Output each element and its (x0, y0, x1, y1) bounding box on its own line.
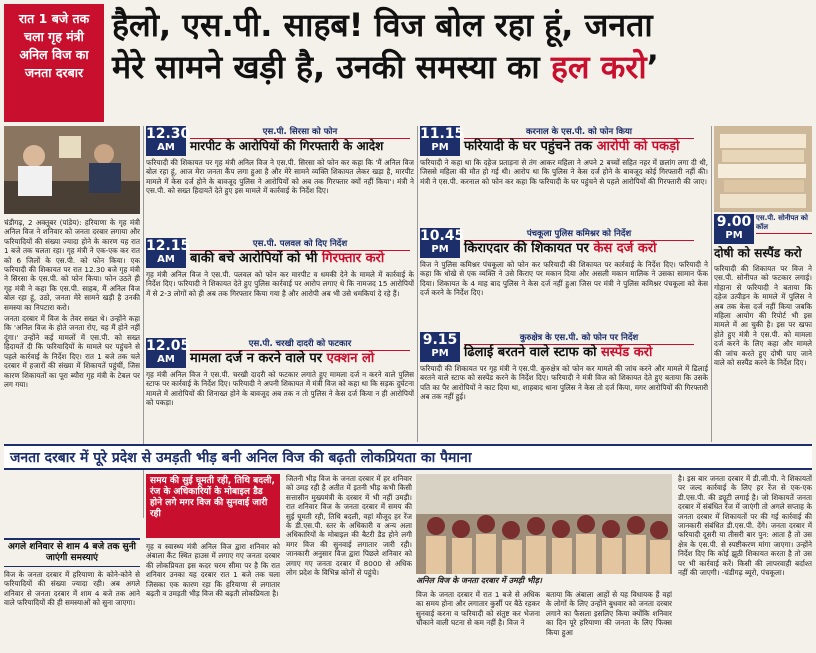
left-paragraph-2: जनता दरबार में विज के तेवर सख्त थे। उन्होंने कहा कि 'अनिल विज के होते जनता रोए, यह मैं होने नहीं दूंगा।' उन्होंने कई मामलों में एस.पी. को सख्त हिदायतें दी कि फरियादियों के मामले घर पहुंचने से पहले कार्रवाई के निर्देश दिए। रात 1 बजे तक चले दरबार में हजारों की संख्या में शिकायतें पहुंचीं, जिस कारण शिकायतों का पूरा ब्यौरा गृह मंत्री के टेबल पर लग गया। (4, 314, 140, 389)
crowd-photo-caption: अनिल विज के जनता दरबार में उमड़ी भीड़। (416, 576, 542, 585)
bottom-col4a-text: विज के जनता दरबार में रात 1 बजे से अधिक का समय होना और लगातार कुर्सी पर बैठे रहकर सुनवाई करना व फरियादी को संतुष्ट कर भेजना चौंकाने वाली घटना से कम नहीं है। विज ने (416, 590, 540, 628)
files-photo-art (714, 126, 812, 212)
crowd-photo-art (416, 474, 672, 574)
story2-headline (190, 251, 414, 266)
bottom-bullet-text: समय की सुई घूमती रही, तिथि बदली, रंज के अधिकारियों के मोबाइल डैड होने लगे मगर विज की सुनवाई जारी रही (150, 476, 275, 519)
story4-text: फरियादी ने कहा था कि दहेज प्रताड़ना से तंग आकर महिला ने अपने 2 बच्चों सहित नहर में छलांग लगा दी थी, जिससे महिला की मौत हो गई थी। आरोप था कि पुलिस ने केस दर्ज होने के बावजूद कोई गिरफ्तारी नहीं की। मंत्री ने एस.पी. करनाल को फोन कर कहा कि फरियादी के घर पहुंचने से पहले आरोपियों की गिरफ्तारी की जाए। (420, 158, 708, 186)
page-headline (112, 4, 812, 88)
headline-line-2 (112, 46, 812, 88)
story3-time-badge (146, 338, 191, 368)
story7-time: 9.00 (716, 214, 752, 230)
bottom-banner (4, 444, 812, 470)
left-box-heading: अगले शनिवार से शाम 4 बजे तक सुनी जाएंगी समस्याएं (4, 540, 140, 567)
side-label-box (4, 4, 104, 122)
story6-headline-main: ढिलाई बरतने वाले स्टाफ को (464, 345, 602, 360)
left-dateline-paragraph: चंडीगढ़, 2 अक्तूबर (पांडेय): हरियाणा के गृह मंत्री अनिल विज ने शनिवार को जनता दरबार लगाया और फरियादियों की संख्या ज्यादा होने के कारण यह रात 1 बजे तक चलता रहा। गृह मंत्री ने एक-एक कर रात को 6 जिलों के एस.पी. को फोन किया। एक फरियादी की शिकायत पर रात 12.30 बजे गृह मंत्री ने सिरसा के एस.पी. को फोन किया। फोन उठते ही गृह मंत्री ने कहा कि एस.पी. साहब, मैं अनिल विज बोल रहा हूं, उठो, जनता मेरे सामने खड़ी है उनकी समस्या का निपटारा करो। (4, 218, 140, 312)
story4-ampm: PM (431, 142, 449, 153)
story2-text: गृह मंत्री अनिल विज ने एस.पी. पलवल को फोन कर मारपीट व धमकी देने के मामले में कार्रवाई के निर्देश दिए। फरियादी ने शिकायत देते हुए पुलिस कार्रवाई पर आरोप लगाए थे कि नामजद 15 आरोपियों में से 2-3 लोगों को ही अब तक गिरफ्तार किया गया है और आरोपी अब भी उसे धमकियां दे रहे हैं। (146, 270, 414, 298)
story4-headline (464, 139, 704, 154)
story4-time: 11.15 (420, 126, 465, 142)
minister-photo-art (4, 126, 140, 214)
story2-time-badge (146, 238, 191, 268)
story5-ampm: PM (431, 244, 449, 255)
bottom-banner-text: जनता दरबार में पूरे प्रदेश से उमड़ती भीड़ बनी अनिल विज की बढ़ती लोकप्रियता का पैमाना (10, 450, 472, 466)
story6-text: फरियादी की शिकायत पर गृह मंत्री ने एस.पी. कुरुक्षेत्र को फोन कर मामले की जांच करने और मामले में ढिलाई बरतने वाले स्टाफ को सस्पेंड करने के निर्देश दिए। फरियादी ने मंत्री विज को शिकायत देते हुए बताया कि उसके पति का पैर आरोपियों ने काट दिया था, शाहबाद थाना पुलिस ने केस तो दर्ज किया, मगर आरोपियों की गिरफ्तारी अब तक नहीं हुई। (420, 364, 708, 402)
bottom-col4b-text: बताया कि अंबाला आहों से यह विधायक हैं वहां के लोगों के लिए उन्होंने बुधवार को जनता दरबार लगाने का फैसला इसलिए किया क्योंकि शनिवार का दिन पूरे हरियाणा की जनता के लिए फिक्स किया हुआ (546, 590, 672, 637)
side-label: रात 1 बजे तक चला गृह मंत्री अनिल विज का जनता दरबार (18, 11, 90, 80)
story6-kicker: कुरुक्षेत्र के एस.पी. को फोन पर निर्देश (464, 332, 694, 345)
headline-line-1: हैलो, एस.पी. साहब! विज बोल रहा हूं, जनता (112, 6, 653, 44)
story1-time-badge (146, 126, 191, 156)
story2-kicker: एस.पी. पलवल को दिए निर्देश (190, 238, 410, 251)
minister-photo (4, 126, 140, 214)
story1-kicker: एस.पी. सिरसा को फोन (190, 126, 410, 139)
bottom-col2-text: जितनी भीड़ विज के जनता दरबार में हर शनिवार को उमड़ रही है अतीत में इतनी भीड़ कभी किसी सत्तासीन मुख्यमंत्री के दरबार में भी नहीं उमड़ी। रात शनिवार विज के जनता दरबार में समय की सुई घूमती रही, तिथि बदली, वहां मौजूद हर रेंज के डी.एस.पी. स्तर के अधिकारी व अन्य अला अधिकारियों के मोबाइल की बैटरी डैड होने लगी मगर विज की सुनवाई लगातार जारी रही। जानकारी अनुसार विज द्वारा पिछले शनिवार को लगाए गए जनता दरबार में 8000 से अधिक लोग प्रदेश के विभिन्न कोनों से पहुंचे। (286, 474, 412, 578)
headline-line-2-main: मेरे सामने खड़ी है, उनकी समस्या का (112, 48, 551, 86)
story5-kicker: पंचकूला पुलिस कमिश्नर को निर्देश (464, 228, 694, 241)
story5-headline (464, 241, 704, 256)
story3-headline (190, 351, 414, 366)
story5-time-badge (420, 228, 465, 258)
story5-headline-main: किराएदार की शिकायत पर (464, 241, 594, 256)
story4-time-badge (420, 126, 465, 156)
story6-time: 9.15 (422, 332, 458, 348)
story2-headline-red: गिरफ्तार करो (321, 251, 385, 266)
bottom-bullet-box (146, 474, 280, 538)
story2-headline-main: बाकी बचे आरोपियों को भी (190, 251, 322, 266)
bottom-col1-text: गृह व स्वास्थ्य मंत्री अनिल विज द्वारा शनिवार को अंबाला कैंट स्थित हाउस में लगाए गए जनता दरबार की लोकप्रियता इस कदर चरम सीमा पर है कि रात शनिवार उनका यह दरबार रात 1 बजे तक चला जिसका एक कारण रहा कि हरियाणा से लगातार बढ़ती व उमड़ती भीड़ विज की बढ़ती लोकप्रियता है। (146, 542, 280, 599)
story2-time: 12.15 (146, 238, 191, 254)
column-divider-3 (711, 126, 712, 442)
story2-ampm: AM (157, 254, 175, 265)
left-box (4, 538, 140, 649)
crowd-photo (416, 474, 672, 574)
story3-time: 12.05 (146, 338, 191, 354)
story4-headline-red: आरोपी को पकड़ो (596, 139, 680, 154)
column-divider-2 (417, 126, 418, 442)
story5-text: विज ने पुलिस कमिश्नर पंचकूला को फोन कर फरियादी की शिकायत पर कार्रवाई के निर्देश दिए। फरियादी ने कहा कि धोखे से एक व्यक्ति ने उसे किराए पर मकान दिया और असली मकान मालिक ने उसका सामान फेंक दिया। शिकायत के 4 माह बाद पुलिस ने केस दर्ज नहीं हुआ जिस पर मंत्री ने पुलिस कमिश्नर पंचकूला को केस दर्ज करने के निर्देश दिए। (420, 260, 708, 298)
bottom-col5-text: है। इस बार जनता दरबार में डी.जी.पी. ने शिकायतों पर जल्द कार्रवाई के लिए हर रेंज से एक-एक डी.एस.पी. की ड्यूटी लगाई है। जो शिकायतें जनता दरबार में संबंधित रेंज में जाएंगी तो अगले सप्ताह के जनता दरबार में शिकायतों पर की गई कार्रवाई की जानकारी संबंधित डी.एस.पी. देंगे। जनता दरबार में फरियादी दूसरी या तीसरी बार पुन: आता है तो उस क्षेत्र के एस.पी. से स्पष्टीकरण मांगा जाएगा। उन्होंने निर्देश दिए कि कोई झूठी शिकायत करता है तो उस पर भी कार्रवाई करें। किसी की लापरवाही बर्दाश्त नहीं की जाएगी। -चंडीगढ़ ब्यूरो, पंचकूला। (678, 474, 812, 578)
story7-kicker: एस.पी. सोनीपत को कॉल (756, 214, 812, 234)
story6-ampm: PM (431, 348, 449, 359)
story1-text: फरियादी की शिकायत पर गृह मंत्री अनिल विज ने एस.पी. सिरसा को फोन कर कहा कि 'मैं अनिल विज बोल रहा हूं, आज मेरा जनता कैंप लगा हुआ है और मेरे सामने व्यक्ति शिकायत लेकर खड़ा है, मारपीट मामले में केस दर्ज होने के बावजूद पुलिस ने आरोपियों को अब तक गिरफ्तार क्यों नहीं किया'। मंत्री ने एस.पी. को सख्त हिदायतें देते हुए इस मामले में कार्रवाई के निर्देश दिए। (146, 158, 414, 196)
story6-time-badge (420, 332, 460, 362)
story4-headline-main: फरियादी के घर पहुंचने तक (464, 139, 597, 154)
story5-headline-red: केस दर्ज करो (593, 241, 657, 256)
story6-headline-red: सस्पेंड करो (601, 345, 653, 360)
story7-ampm: PM (725, 230, 743, 241)
story1-ampm: AM (157, 142, 175, 153)
headline-line-2-end: ’ (646, 48, 659, 86)
story4-kicker: करनाल के एस.पी. को फोन किया (464, 126, 694, 139)
story1-headline: मारपीट के आरोपियों की गिरफ्तारी के आदेश (190, 139, 384, 153)
story3-text: गृह मंत्री अनिल विज ने एस.पी. चरखी दादरी को फटकार लगाते हुए मामला दर्ज न करने वाले पुलिस स्टाफ पर कार्रवाई के निर्देश दिए। फरियादी ने अपनी शिकायत में मंत्री विज को कहा था कि सड़क दुर्घटना मामले में आरोपियों की शिनाख्त होने के बावजूद अब तक न तो पुलिस ने केस दर्ज किया न ही आरोपियों को पकड़ा। (146, 370, 414, 408)
files-photo (714, 126, 812, 212)
story6-headline (464, 345, 704, 360)
story3-kicker: एस.पी. चरखी दादरी को फटकार (190, 338, 410, 351)
left-box-text: विज के जनता दरबार में हरियाणा के कोने-कोने से फरियादियों की संख्या ज्यादा रही। अब अगले शनिवार से जनता दरबार में शाम 4 बजे तक आने वाले फरियादियों की ही समस्याओं को सुना जाएगा। (4, 570, 140, 608)
story1-time: 12.30 (146, 126, 191, 142)
story5-time: 10.45 (420, 228, 465, 244)
story7-time-badge (714, 214, 754, 244)
story3-ampm: AM (157, 354, 175, 365)
headline-line-2-red: हल करो (550, 48, 647, 86)
story7-text: फरियादी की शिकायत पर विज ने एस.पी. सोनीपत को फटकार लगाई। गोहाना से फरियादी ने बताया कि दहेज उत्पीड़न के मामले में पुलिस ने अब तक केस दर्ज नहीं किया जबकि महिला आयोग की रिपोर्ट भी इस मामले में आ चुकी है। इस पर खफा होते हुए मंत्री ने एस.पी. को मामला दर्ज करने के लिए कहा और मामले की जांच करते हुए दोषी पाए जाने वाले को सस्पैंड करने के निर्देश दिए। (714, 264, 812, 368)
story3-headline-main: मामला दर्ज न करने वाले पर (190, 351, 327, 366)
story7-headline: दोषी को सस्पैंड करो (714, 246, 802, 260)
story3-headline-red: एक्शन लो (326, 351, 375, 366)
